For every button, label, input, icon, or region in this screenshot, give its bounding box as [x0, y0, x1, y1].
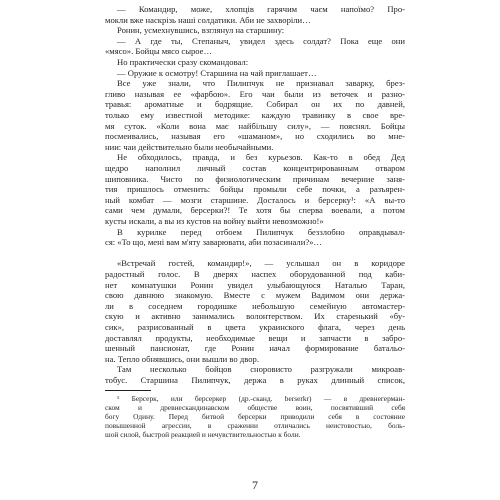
blank-line: [105, 248, 405, 259]
footnote-rule: [105, 390, 151, 391]
text-line: мокли вже наскрізь наші солдатики. Аби не захворіли…: [105, 14, 311, 25]
text-line: только ему известной методике: каждую травинку в свое вре-: [105, 110, 405, 120]
text-line: шиповника. Чисто по физиологическим причинам вечерние заня-: [105, 173, 405, 184]
text-line: на. Тепло обнявшись, они вышли во двор.: [105, 353, 259, 364]
text-line: Все уже знали, что Пилипчук не признавал заварку, брез-: [117, 78, 405, 89]
text-line: мя суток. «Коли вона має найбільшу силу», — пояснял. Бойцы: [105, 120, 405, 131]
text-line: тия пришлось отменить: бойцы промыли себе почки, а разъярен-: [105, 184, 405, 195]
page-number: 7: [252, 478, 258, 492]
text-line: ный комбат — мозги старшине. Досталось и берсерку¹: «А вы-то: [105, 194, 405, 205]
text-line: шенный пансионат, где Ронин начал формирование батальо-: [105, 343, 405, 354]
text-line: сами чем думали, берсерки?! Те хотя бы сперва воевали, а потом: [105, 205, 405, 216]
footnote-line: ском и древнескандинавском обществе воин, посвятивший себя: [105, 402, 405, 412]
text-line: радостный голос. В дверях наспех оборудованной под каби-: [105, 269, 405, 279]
text-line: Там несколько бойцов сноровисто разгружали микроав-: [117, 364, 405, 375]
text-line: нет комнатушки Ронин увидел улыбающуюся Наталью Таран,: [105, 279, 405, 290]
footnote-line: шой силой, быстрой реакцией и нечувствительностью к боли.: [105, 430, 301, 440]
text-line: Не обходилось, правда, и без курьезов. Как-то в обед Дед: [117, 152, 405, 163]
text-line: кусты искали, а вы из кустов на войну выйти невозможно!»: [105, 216, 324, 226]
text-line: свою давнюю знакомую. Вместе с мужем Вадимом они держа-: [105, 290, 405, 301]
text-line: — А где ты, Степаныч, увидел здесь солдат? Пока еще они: [117, 35, 405, 46]
text-line: гливо называя ее «фарбою». Его чаи были из веточек и разно-: [105, 88, 405, 99]
text-line: тобус. Старшина Пилипчук, держа в руках длинный список,: [105, 375, 405, 385]
text-line: травья: ароматные и бодрящие. Собирал он их по давней,: [105, 99, 405, 110]
text-line: посмеивались, называя его «шаманом», но сходились во мне-: [105, 131, 405, 142]
text-line: ся: «То що, мені вам м'яту заварювати, аби позасинали?»…: [105, 237, 323, 248]
text-line: нии: чаи действительно были необычайными.: [105, 141, 274, 152]
text-line: Ронин, усмехнувшись, взглянул на старшину:: [117, 25, 285, 36]
book-page: [105, 0, 405, 500]
text-line: доставлял продукты, необходимые вещи и запчасти в забро-: [105, 332, 405, 343]
text-line: «мясо». Бойцы мясо сырое…: [105, 46, 213, 57]
text-line: Но практически сразу скомандовал:: [117, 57, 249, 67]
text-line: «Встречай гостей, командир!», — услышал он в коридоре: [117, 258, 405, 269]
footnote-line: богу Одину. Перед битвой берсерки приводили себя в состояние: [105, 412, 405, 421]
text-line: щедро наполнил личный состав концентрированным отваром: [105, 163, 405, 173]
text-line: скую и активно занимались волонтерством. Их старенький «бу-: [105, 311, 405, 322]
footnote-line: повышенной агрессии, в сражении отличались неистовостью, боль-: [105, 421, 405, 431]
text-line: ли в соседнем городишке небольшую семейную автомастер-: [105, 300, 405, 311]
text-line: — Оружие к осмотру! Старшина на чай приглашает…: [117, 67, 317, 78]
text-line: В курилке перед отбоем Пилипчук беззлобно оправдывал-: [117, 226, 405, 237]
footnote-line: ¹ Берсерк, или берсеркер (др.-сканд. berserkr) — в древнегерман-: [117, 393, 405, 403]
text-line: — Командир, може, хлопців гарячим чаєм напоїмо? Про-: [117, 4, 405, 14]
text-line: сик», разрисованный в цвета украинского флага, через день: [105, 322, 405, 332]
